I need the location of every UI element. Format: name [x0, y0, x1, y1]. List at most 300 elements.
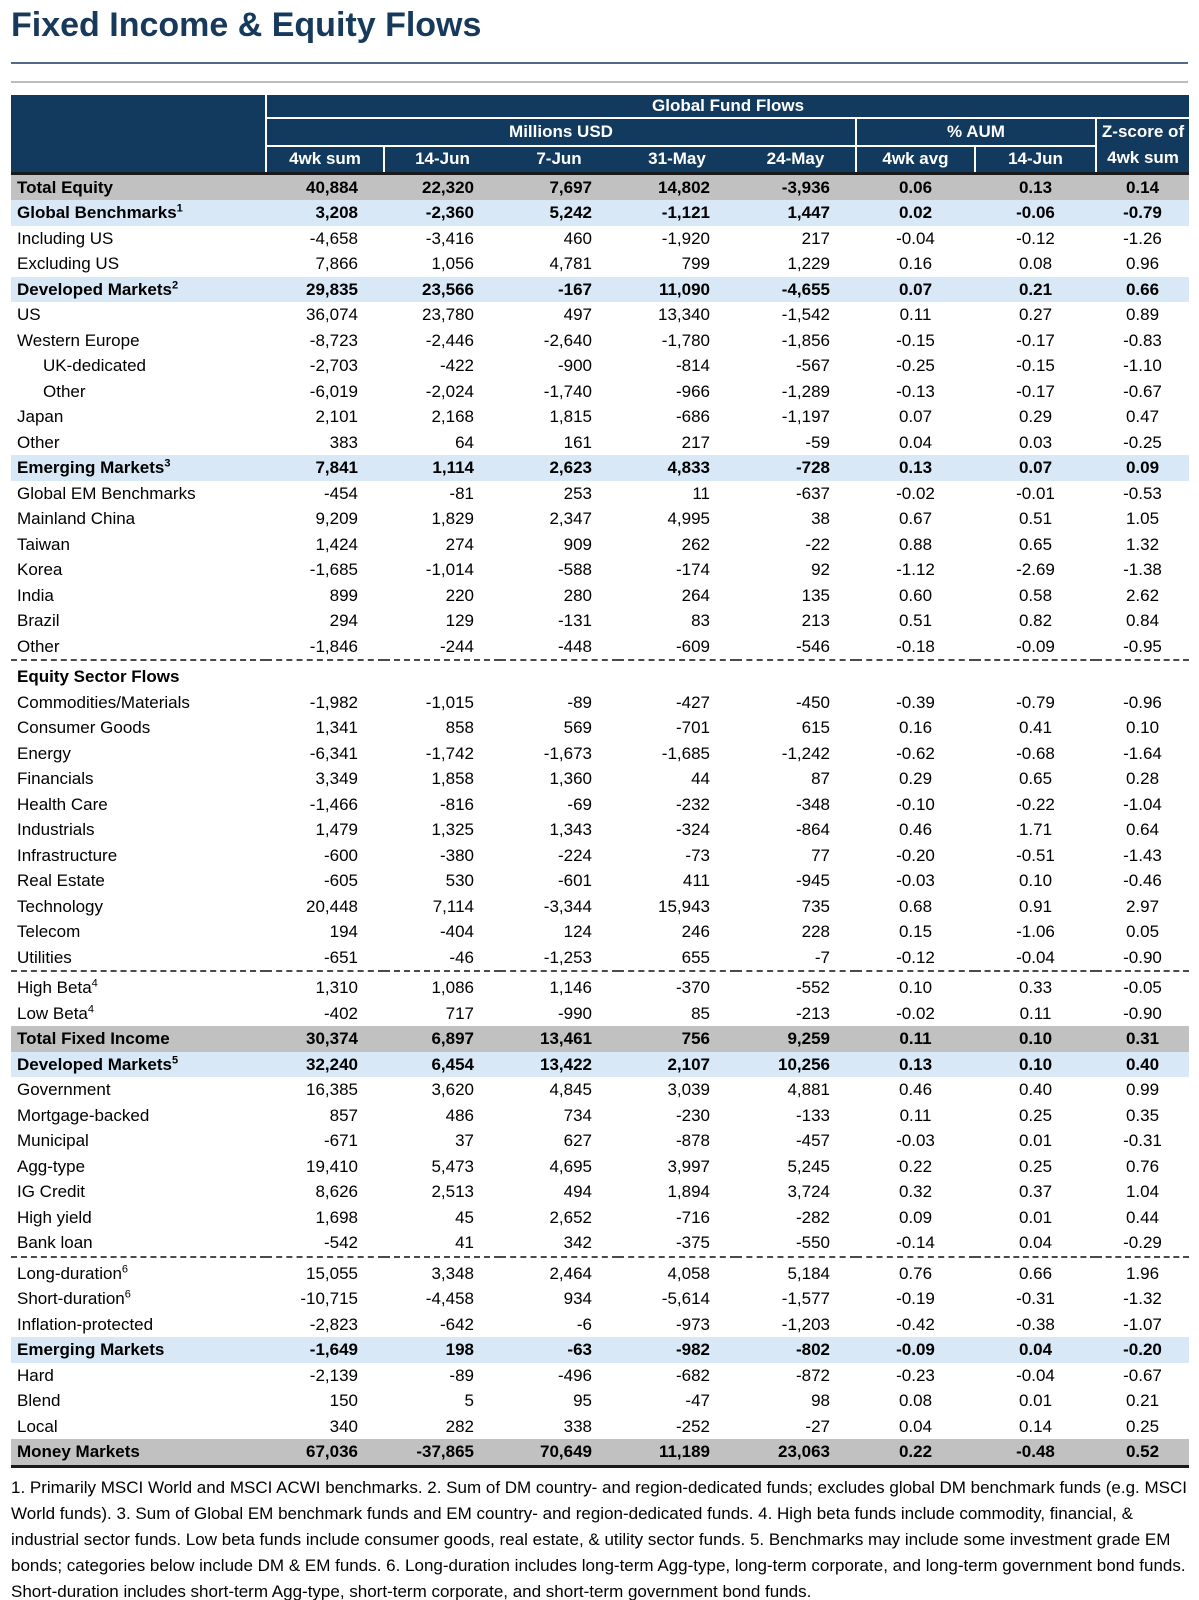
cell: -878 — [675, 1131, 710, 1151]
cell: 0.16 — [898, 254, 933, 274]
cell: 0.76 — [898, 1263, 933, 1283]
cell: 23,063 — [736, 1439, 856, 1466]
cell: 4,995 — [667, 509, 710, 529]
row-label: UK-dedicated — [43, 356, 147, 376]
table-row — [11, 975, 1189, 1001]
cell: -0.48 — [975, 1439, 1096, 1466]
cell: 150 — [329, 1391, 358, 1411]
cell: -244 — [439, 636, 474, 656]
cell: 0.11 — [899, 1105, 932, 1125]
cell: -0.83 — [1123, 330, 1162, 350]
cell: -1,846 — [309, 636, 358, 656]
cell: -1,780 — [661, 330, 710, 350]
cell: 0.25 — [1125, 1416, 1160, 1436]
cell: -0.05 — [1123, 978, 1162, 998]
footnote-marker: 6 — [124, 1288, 131, 1301]
table-row — [11, 1363, 1189, 1389]
table-row — [11, 455, 1189, 481]
cell: 19,410 — [306, 1156, 358, 1176]
cell: 213 — [801, 611, 830, 631]
row-label: Real Estate — [17, 871, 105, 891]
cell: -1,856 — [781, 330, 830, 350]
row-label: Developed Markets$^2$ — [11, 277, 266, 303]
zscore-line1: Z-score of — [1101, 122, 1185, 142]
cell: 253 — [563, 483, 592, 503]
cell: 0.58 — [1018, 585, 1053, 605]
footnote-marker: 4 — [87, 1002, 95, 1015]
cell: -370 — [675, 978, 710, 998]
cell: 4,833 — [618, 455, 736, 481]
cell: 8,626 — [315, 1182, 358, 1202]
group-header-millions-usd: Millions USD — [266, 118, 856, 146]
cell: 756 — [618, 1026, 736, 1052]
cell: 0.64 — [1125, 820, 1160, 840]
cell: 0.27 — [1018, 305, 1053, 325]
cell: 198 — [384, 1337, 500, 1363]
cell: -89 — [567, 692, 592, 712]
row-label: Total Equity — [11, 173, 266, 200]
cell: -642 — [439, 1314, 474, 1334]
cell: -701 — [675, 718, 710, 738]
cell: 934 — [563, 1289, 592, 1309]
cell: -0.90 — [1123, 1003, 1162, 1023]
cell: 0.51 — [1018, 509, 1053, 529]
cell: 2,101 — [315, 407, 358, 427]
cell: 0.33 — [1018, 978, 1053, 998]
cell: -1,014 — [425, 560, 474, 580]
cell: -1,121 — [618, 200, 736, 226]
cell: 1.96 — [1125, 1263, 1160, 1283]
cell: -0.25 — [896, 356, 935, 376]
cell: -2,024 — [425, 381, 474, 401]
cell: -4,655 — [736, 277, 856, 303]
cell: 0.09 — [1096, 455, 1189, 481]
cell: 0.60 — [898, 585, 933, 605]
cell: 228 — [801, 922, 830, 942]
cell: 0.11 — [856, 1026, 975, 1052]
cell: 0.99 — [1125, 1080, 1160, 1100]
cell: 2,652 — [549, 1207, 592, 1227]
row-label: Infrastructure — [17, 845, 118, 865]
cell: -404 — [439, 922, 474, 942]
cell: 5,184 — [787, 1263, 830, 1283]
group-header-global-fund-flows: Global Fund Flows — [266, 95, 1189, 118]
cell: -588 — [557, 560, 592, 580]
cell: 85 — [691, 1003, 710, 1023]
cell: 486 — [445, 1105, 474, 1125]
row-label: Mainland China — [17, 509, 136, 529]
title-rule-gray — [11, 81, 1188, 83]
row-label: Industrials — [17, 820, 95, 840]
cell: -2,446 — [425, 330, 474, 350]
cell: -945 — [795, 871, 830, 891]
cell: 1,698 — [315, 1207, 358, 1227]
cell: -131 — [557, 611, 592, 631]
cell: 0.84 — [1125, 611, 1160, 631]
cell: -2,640 — [543, 330, 592, 350]
column-header-aum-14-jun: 14-Jun — [975, 146, 1096, 173]
row-label: Global EM Benchmarks — [17, 483, 196, 503]
table-row — [11, 792, 1189, 818]
cell: 44 — [691, 769, 710, 789]
cell: -0.19 — [896, 1289, 935, 1309]
table-row — [11, 1179, 1189, 1205]
cell: 0.82 — [1018, 611, 1053, 631]
table-row — [11, 1077, 1189, 1103]
row-label: Brazil — [17, 611, 60, 631]
table-row — [11, 1052, 1189, 1078]
cell: -0.39 — [896, 692, 935, 712]
cell: 1,114 — [384, 455, 500, 481]
cell: -10,715 — [300, 1289, 358, 1309]
cell: 0.10 — [975, 1026, 1096, 1052]
table-row — [11, 1388, 1189, 1414]
cell: -1.32 — [1123, 1289, 1162, 1309]
cell: 411 — [682, 871, 710, 891]
row-label: Technology — [17, 896, 104, 916]
cell: -6 — [576, 1314, 592, 1334]
cell: -454 — [323, 483, 358, 503]
cell: 2.62 — [1125, 585, 1160, 605]
cell: 0.44 — [1125, 1207, 1160, 1227]
cell — [266, 664, 384, 690]
fund-flows-table — [11, 95, 1189, 1468]
cell: -0.96 — [1123, 692, 1162, 712]
row-label: Equity Sector Flows — [17, 667, 180, 687]
cell: -0.53 — [1123, 483, 1162, 503]
cell: -0.02 — [896, 1003, 935, 1023]
cell: 15,943 — [658, 896, 710, 916]
row-label: US — [17, 305, 41, 325]
table-row — [11, 1230, 1189, 1257]
cell: 0.46 — [898, 1080, 933, 1100]
cell: -542 — [323, 1233, 358, 1253]
cell: 1,858 — [431, 769, 474, 789]
cell: -0.46 — [1123, 871, 1162, 891]
cell: 0.04 — [1018, 1233, 1053, 1253]
cell: 0.76 — [1125, 1156, 1160, 1176]
row-label: Other — [43, 381, 86, 401]
table-row — [11, 1205, 1189, 1231]
cell: 4,881 — [787, 1080, 830, 1100]
cell: 294 — [329, 611, 358, 631]
table-row — [11, 328, 1189, 354]
table-row — [11, 664, 1189, 690]
cell: -47 — [685, 1391, 710, 1411]
table-row — [11, 945, 1189, 972]
cell: 0.14 — [1018, 1416, 1053, 1436]
cell: -0.31 — [1123, 1131, 1162, 1151]
cell: 20,448 — [306, 896, 358, 916]
cell: 3,208 — [266, 200, 384, 226]
cell: 1,815 — [549, 407, 592, 427]
table-row — [11, 766, 1189, 792]
table-row — [11, 715, 1189, 741]
cell: 530 — [445, 871, 474, 891]
cell: -900 — [557, 356, 592, 376]
cell: 124 — [563, 922, 592, 942]
cell: -174 — [675, 560, 710, 580]
cell: 13,461 — [500, 1026, 618, 1052]
cell: -1.04 — [1123, 794, 1162, 814]
table-row — [11, 1261, 1189, 1287]
row-label: IG Credit — [17, 1182, 86, 1202]
zscore-line2: 4wk sum — [1107, 148, 1179, 168]
cell: -0.95 — [1123, 636, 1162, 656]
cell: -1,742 — [425, 743, 474, 763]
cell: 0.01 — [1018, 1391, 1053, 1411]
cell: -0.04 — [1016, 947, 1055, 967]
cell: -609 — [675, 636, 710, 656]
cell: -552 — [795, 978, 830, 998]
cell: 13,422 — [500, 1052, 618, 1078]
row-label: Inflation-protected — [17, 1314, 154, 1334]
cell: -422 — [439, 356, 474, 376]
cell: 0.16 — [898, 718, 933, 738]
cell: -0.68 — [1016, 743, 1055, 763]
cell: 274 — [445, 534, 474, 554]
cell: -252 — [675, 1416, 710, 1436]
cell: -0.25 — [1123, 432, 1162, 452]
cell: 1.05 — [1125, 509, 1160, 529]
cell: -282 — [795, 1207, 830, 1227]
cell: -0.18 — [896, 636, 935, 656]
cell: -0.79 — [1016, 692, 1055, 712]
cell — [1096, 664, 1189, 690]
cell: 5 — [464, 1391, 474, 1411]
cell: 22,320 — [384, 173, 500, 200]
cell: -0.67 — [1123, 1365, 1162, 1385]
cell: 1.04 — [1125, 1182, 1160, 1202]
cell: -1,982 — [309, 692, 358, 712]
table-row — [11, 302, 1189, 328]
table-row — [11, 868, 1189, 894]
cell: -3,416 — [425, 228, 474, 248]
cell: -0.29 — [1123, 1233, 1162, 1253]
cell: -0.62 — [896, 743, 935, 763]
cell: 0.35 — [1125, 1105, 1160, 1125]
row-label: Japan — [17, 407, 64, 427]
cell: 1,310 — [315, 978, 358, 998]
cell: 3,039 — [667, 1080, 710, 1100]
cell: -230 — [675, 1105, 710, 1125]
cell: 0.08 — [898, 1391, 933, 1411]
cell: 220 — [445, 585, 474, 605]
table-row — [11, 817, 1189, 843]
cell: -224 — [557, 845, 592, 865]
cell: 129 — [445, 611, 474, 631]
table-row — [11, 353, 1189, 379]
cell: 734 — [563, 1105, 592, 1125]
footnote-marker: 6 — [121, 1262, 129, 1275]
table-row — [11, 277, 1189, 303]
cell: 0.07 — [856, 277, 975, 303]
cell: 0.68 — [898, 896, 933, 916]
cell: 1,056 — [431, 254, 474, 274]
cell: 858 — [445, 718, 474, 738]
cell: 1,325 — [431, 820, 474, 840]
cell: -4,458 — [425, 1289, 474, 1309]
cell: -802 — [736, 1337, 856, 1363]
cell: -457 — [795, 1131, 830, 1151]
cell: -600 — [323, 845, 358, 865]
cell: 2.97 — [1125, 896, 1160, 916]
cell: -59 — [805, 432, 830, 452]
table-row — [11, 919, 1189, 945]
cell: 23,780 — [422, 305, 474, 325]
cell: 0.52 — [1096, 1439, 1189, 1466]
cell: 11,189 — [618, 1439, 736, 1466]
cell: 0.22 — [898, 1156, 933, 1176]
cell: 0.07 — [898, 407, 933, 427]
table-row — [11, 1154, 1189, 1180]
cell: -4,658 — [309, 228, 358, 248]
cell: 0.10 — [1125, 718, 1160, 738]
cell: 262 — [681, 534, 710, 554]
cell: 0.05 — [1125, 922, 1160, 942]
cell: -5,614 — [661, 1289, 710, 1309]
table-row — [11, 506, 1189, 532]
cell: 1,424 — [315, 534, 358, 554]
cell: 0.88 — [898, 534, 933, 554]
cell: 36,074 — [306, 305, 358, 325]
cell: 3,997 — [667, 1156, 710, 1176]
table-header — [11, 95, 1189, 173]
cell: 280 — [563, 585, 592, 605]
cell: 0.10 — [975, 1052, 1096, 1078]
column-header-zscore — [1096, 118, 1189, 173]
cell: 38 — [811, 509, 830, 529]
cell: -324 — [675, 820, 710, 840]
cell: -973 — [675, 1314, 710, 1334]
cell: -496 — [557, 1365, 592, 1385]
cell: -380 — [439, 845, 474, 865]
cell: -1,685 — [661, 743, 710, 763]
cell: 0.13 — [975, 173, 1096, 200]
table-row — [11, 379, 1189, 405]
cell: 0.29 — [898, 769, 933, 789]
cell: 0.25 — [1018, 1156, 1053, 1176]
cell: 194 — [329, 922, 358, 942]
cell: 857 — [329, 1105, 358, 1125]
cell: -375 — [675, 1233, 710, 1253]
cell: -872 — [795, 1365, 830, 1385]
cell: -450 — [795, 692, 830, 712]
cell: 5,242 — [500, 200, 618, 226]
cell: 9,209 — [315, 509, 358, 529]
cell: 92 — [811, 560, 830, 580]
row-label: Blend — [17, 1391, 61, 1411]
cell: 0.41 — [1018, 718, 1053, 738]
row-label: Utilities — [17, 947, 72, 967]
cell: 14,802 — [618, 173, 736, 200]
cell: -2,823 — [309, 1314, 358, 1334]
row-label: Taiwan — [17, 534, 70, 554]
footnote-marker: 1 — [176, 202, 183, 215]
row-label: Local — [17, 1416, 58, 1436]
row-label: High Beta$^4$ — [17, 977, 98, 998]
cell: 0.32 — [898, 1182, 933, 1202]
cell: -133 — [795, 1105, 830, 1125]
cell: 0.14 — [1096, 173, 1189, 200]
footnote-marker: 4 — [91, 977, 98, 990]
cell: -1,649 — [266, 1337, 384, 1363]
row-label: Short-duration$^6$ — [17, 1288, 131, 1309]
cell: 0.10 — [898, 978, 933, 998]
cell: 627 — [563, 1131, 592, 1151]
cell: -814 — [675, 356, 710, 376]
cell: 0.29 — [1018, 407, 1053, 427]
row-label: Consumer Goods — [17, 718, 151, 738]
cell: -682 — [675, 1365, 710, 1385]
cell: -0.10 — [896, 794, 935, 814]
cell: -567 — [795, 356, 830, 376]
cell: 0.37 — [1018, 1182, 1053, 1202]
cell: 569 — [563, 718, 592, 738]
table-row — [11, 430, 1189, 456]
cell: -46 — [449, 947, 474, 967]
cell: -1.06 — [1016, 922, 1055, 942]
cell: -0.09 — [1016, 636, 1055, 656]
cell: 45 — [455, 1207, 474, 1227]
cell: -89 — [449, 1365, 474, 1385]
cell: 217 — [681, 432, 710, 452]
cell: 1,447 — [736, 200, 856, 226]
cell: 23,566 — [384, 277, 500, 303]
cell: -0.12 — [896, 947, 935, 967]
cell: -0.22 — [1016, 794, 1055, 814]
cell: 29,835 — [266, 277, 384, 303]
cell: -550 — [795, 1233, 830, 1253]
cell: 0.22 — [856, 1439, 975, 1466]
cell: -2.69 — [1016, 560, 1055, 580]
cell: -966 — [675, 381, 710, 401]
cell: 83 — [691, 611, 710, 631]
cell: 7,866 — [315, 254, 358, 274]
column-header-4wk-sum: 4wk sum — [266, 146, 384, 173]
cell: 40,884 — [266, 173, 384, 200]
cell: 11 — [692, 483, 710, 503]
cell: 0.67 — [898, 509, 933, 529]
cell: 0.13 — [856, 455, 975, 481]
cell: -671 — [323, 1131, 358, 1151]
cell: -1,920 — [661, 228, 710, 248]
cell: -232 — [675, 794, 710, 814]
cell: -7 — [814, 947, 830, 967]
table-row — [11, 1026, 1189, 1052]
cell: 32,240 — [266, 1052, 384, 1078]
row-label: Government — [17, 1080, 111, 1100]
cell: 246 — [681, 922, 710, 942]
cell: -167 — [500, 277, 618, 303]
cell: 5,473 — [431, 1156, 474, 1176]
cell: 10,256 — [736, 1052, 856, 1078]
cell: -651 — [323, 947, 358, 967]
cell: 5,245 — [787, 1156, 830, 1176]
cell: -73 — [685, 845, 710, 865]
cell: 0.47 — [1125, 407, 1160, 427]
cell: 1.71 — [1018, 820, 1053, 840]
cell: -1.43 — [1123, 845, 1162, 865]
cell: 0.40 — [1018, 1080, 1053, 1100]
row-label: Emerging Markets — [11, 1337, 266, 1363]
cell: 0.40 — [1096, 1052, 1189, 1078]
row-label: Long-duration$^6$ — [17, 1262, 129, 1283]
cell: -601 — [557, 871, 592, 891]
cell: 3,348 — [431, 1263, 474, 1283]
row-label: Including US — [17, 228, 114, 248]
cell: -816 — [439, 794, 474, 814]
